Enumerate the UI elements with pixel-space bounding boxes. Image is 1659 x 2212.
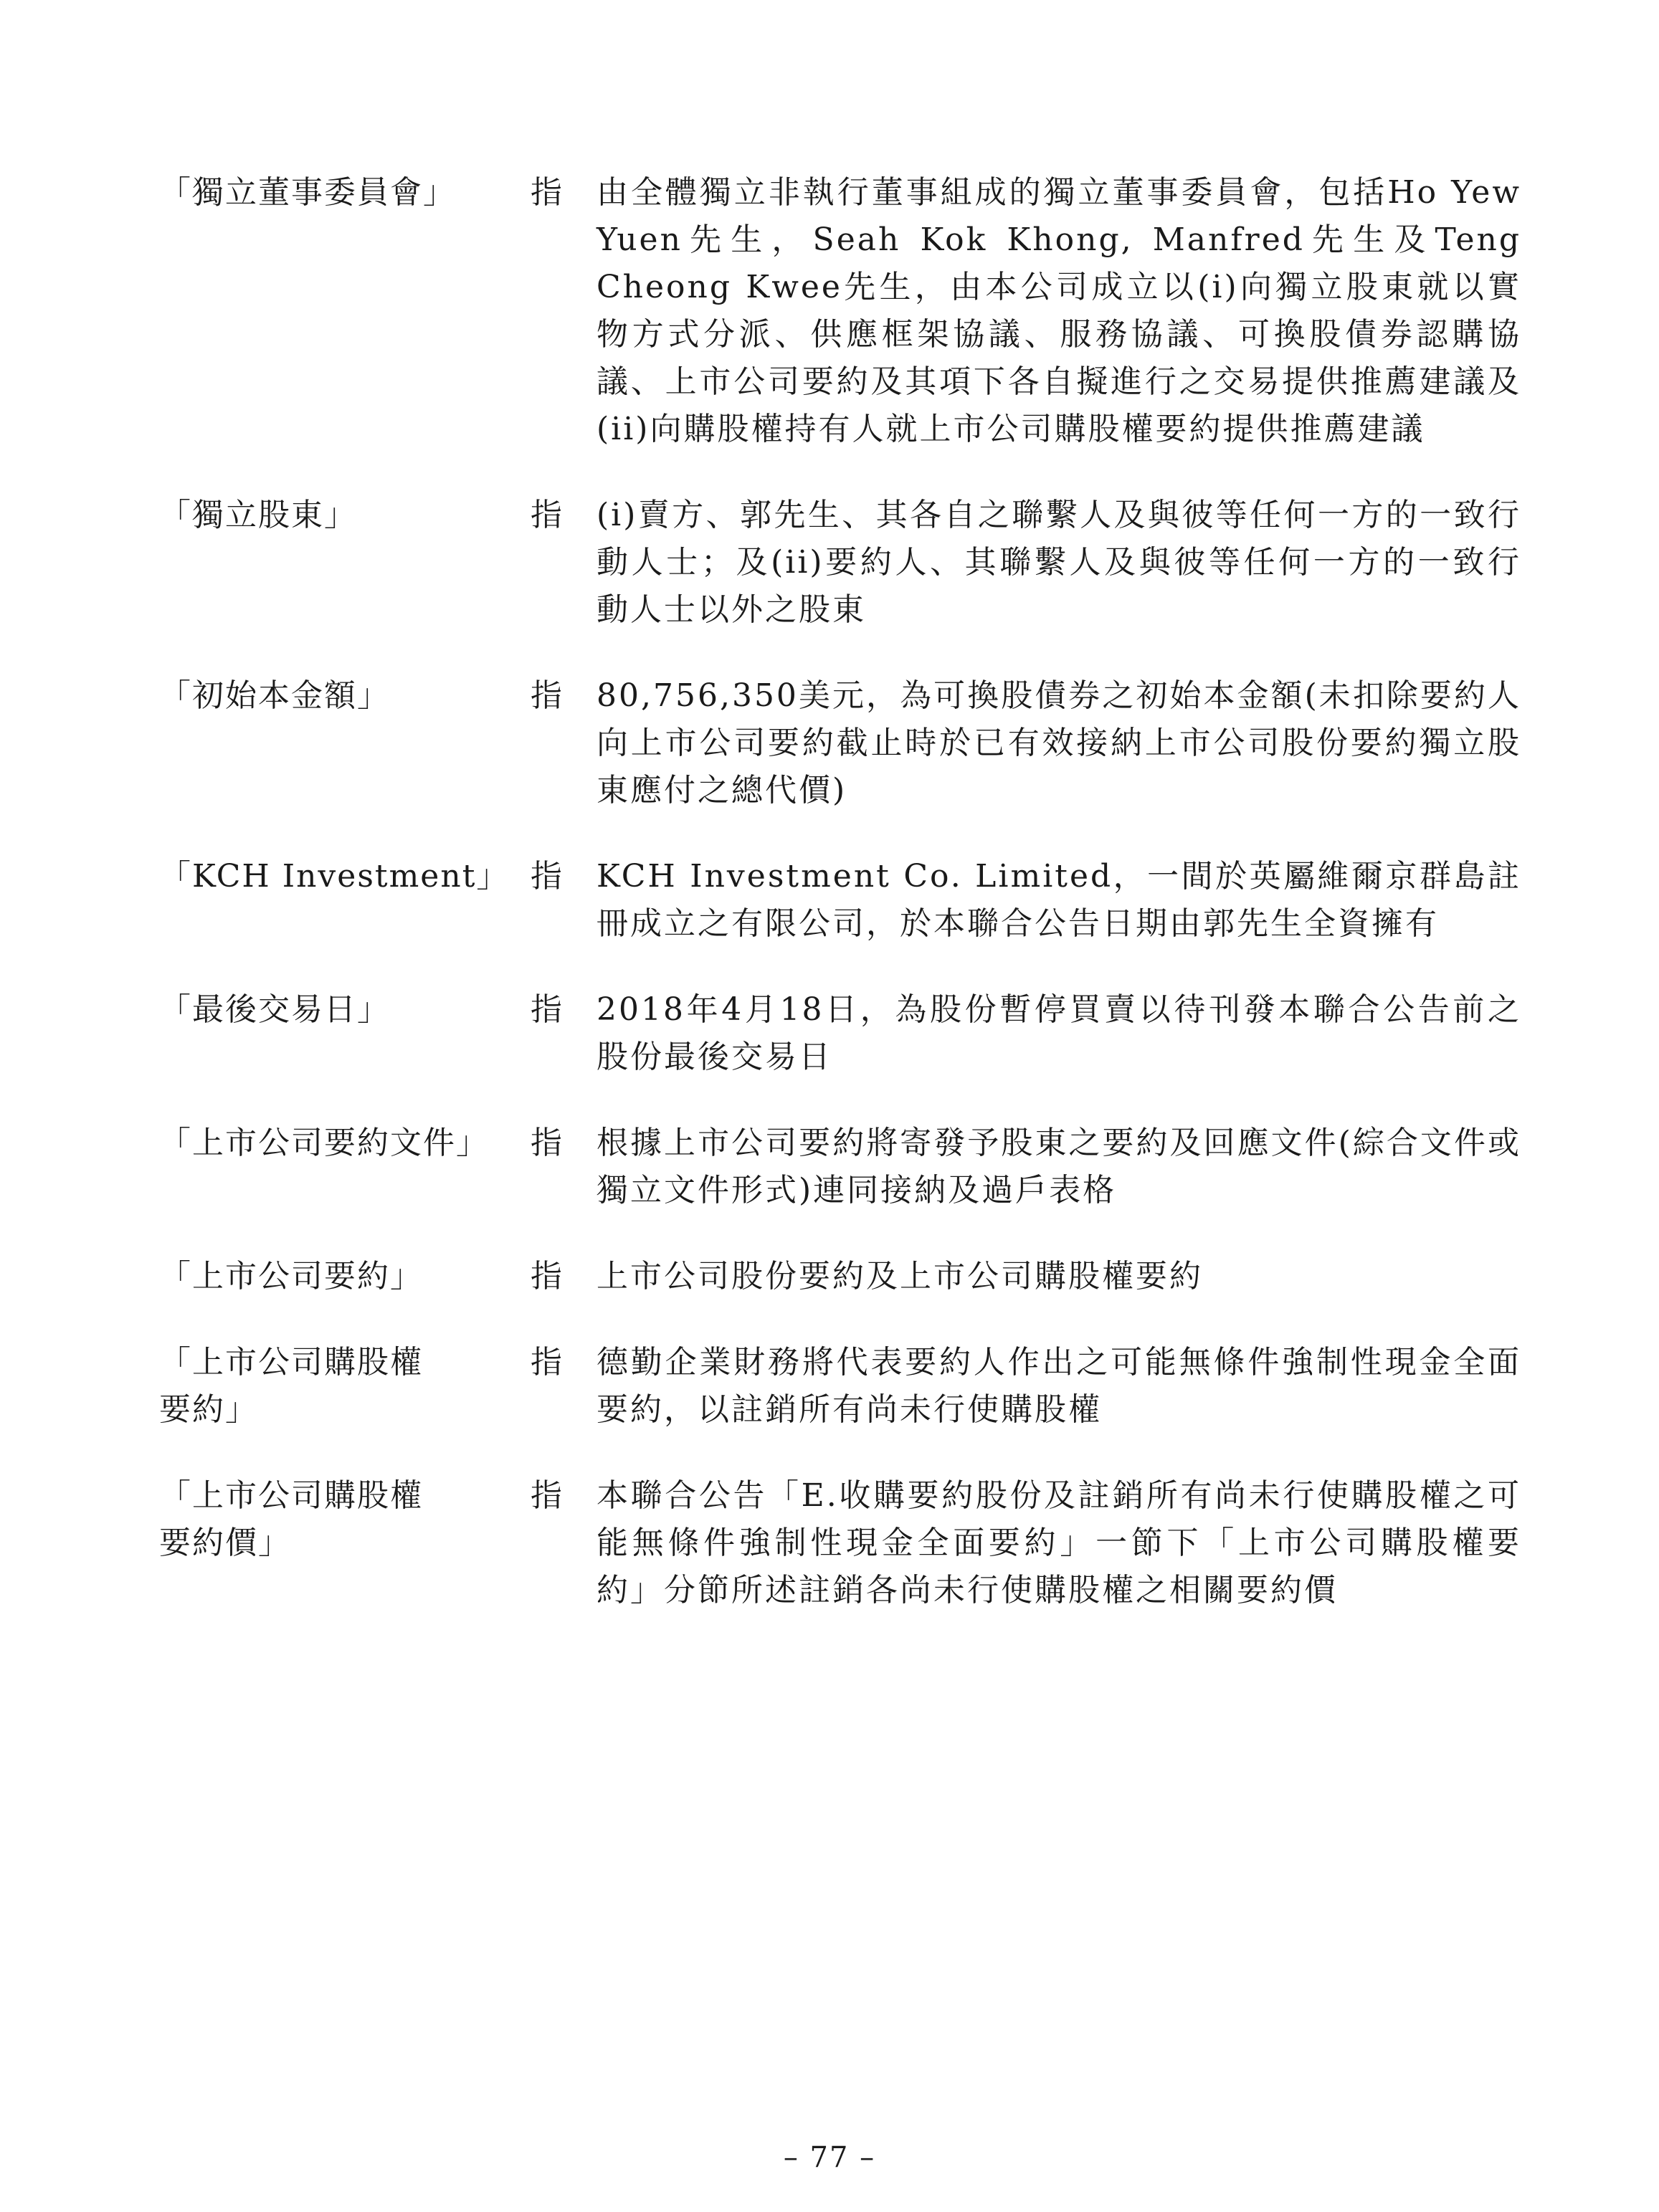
means-label: 指 (531, 497, 562, 533)
glossary-entry (159, 492, 1521, 634)
glossary-definition: 本聯合公告「E.收購要約股份及註銷所有尚未行使購股權之可能無條件強制性現金全面要約」一節下「上市公司購股權要約」分節所述註銷各尚未行使購股權之相關要約價 (596, 1477, 1521, 1608)
means-label: 指 (531, 677, 562, 714)
glossary-definition: 2018年4月18日，為股份暫停買賣以待刊發本聯合公告前之股份最後交易日 (596, 991, 1521, 1075)
glossary-term: 「獨立董事委員會」 (159, 174, 456, 211)
means-label: 指 (531, 174, 562, 211)
glossary-term: 「上市公司要約」 (159, 1258, 423, 1295)
means-label: 指 (531, 1344, 562, 1381)
glossary-definition: 根據上市公司要約將寄發予股東之要約及回應文件(綜合文件或獨立文件形式)連同接納及過戶表格 (596, 1125, 1521, 1209)
glossary-list (159, 169, 1521, 1653)
page-number: – 77 – (783, 2141, 876, 2174)
means-label: 指 (531, 1477, 562, 1514)
glossary-term: 「上市公司購股權 要約價」 (159, 1477, 423, 1561)
means-label: 指 (531, 1258, 562, 1295)
means-label: 指 (531, 1125, 562, 1161)
glossary-term: 「上市公司要約文件」 (159, 1125, 489, 1161)
glossary-definition: 由全體獨立非執行董事組成的獨立董事委員會，包括Ho Yew Yuen先生，Seah Kok Khong, Manfred先生及Teng Cheong Kwee先生，由本公司成立以(i)向獨立股東就以實物方式分派、供應框架協議、服務協議、可換股債券認購協議、上市公司要約及其項下各自擬進行之交易提供推薦建議及(ii)向購股權持有人就上市公司購股權要約提供推薦建議 (596, 174, 1521, 447)
glossary-entry (159, 1472, 1521, 1614)
means-label: 指 (531, 858, 562, 895)
glossary-definition: 80,756,350美元，為可換股債券之初始本金額(未扣除要約人向上市公司要約截止時於已有效接納上市公司股份要約獨立股東應付之總代價) (596, 677, 1521, 809)
glossary-term: 「KCH Investment」 (159, 858, 510, 895)
glossary-entry (159, 672, 1521, 814)
glossary-entry (159, 169, 1521, 453)
glossary-term: 「最後交易日」 (159, 991, 390, 1028)
glossary-term: 「上市公司購股權 要約」 (159, 1344, 423, 1428)
glossary-entry (159, 853, 1521, 948)
glossary-definition: KCH Investment Co. Limited，一間於英屬維爾京群島註冊成立之有限公司，於本聯合公告日期由郭先生全資擁有 (596, 858, 1521, 942)
glossary-definition: (i)賣方、郭先生、其各自之聯繫人及與彼等任何一方的一致行動人士；及(ii)要約人、其聯繫人及與彼等任何一方的一致行動人士以外之股東 (596, 497, 1521, 628)
glossary-entry (159, 1339, 1521, 1434)
means-label: 指 (531, 991, 562, 1028)
glossary-term: 「獨立股東」 (159, 497, 357, 533)
glossary-entry (159, 986, 1521, 1081)
glossary-definition: 德勤企業財務將代表要約人作出之可能無條件強制性現金全面要約，以註銷所有尚未行使購股權 (596, 1344, 1521, 1428)
glossary-entry (159, 1253, 1521, 1300)
glossary-term: 「初始本金額」 (159, 677, 390, 714)
glossary-entry (159, 1120, 1521, 1214)
glossary-definition: 上市公司股份要約及上市公司購股權要約 (596, 1258, 1203, 1295)
